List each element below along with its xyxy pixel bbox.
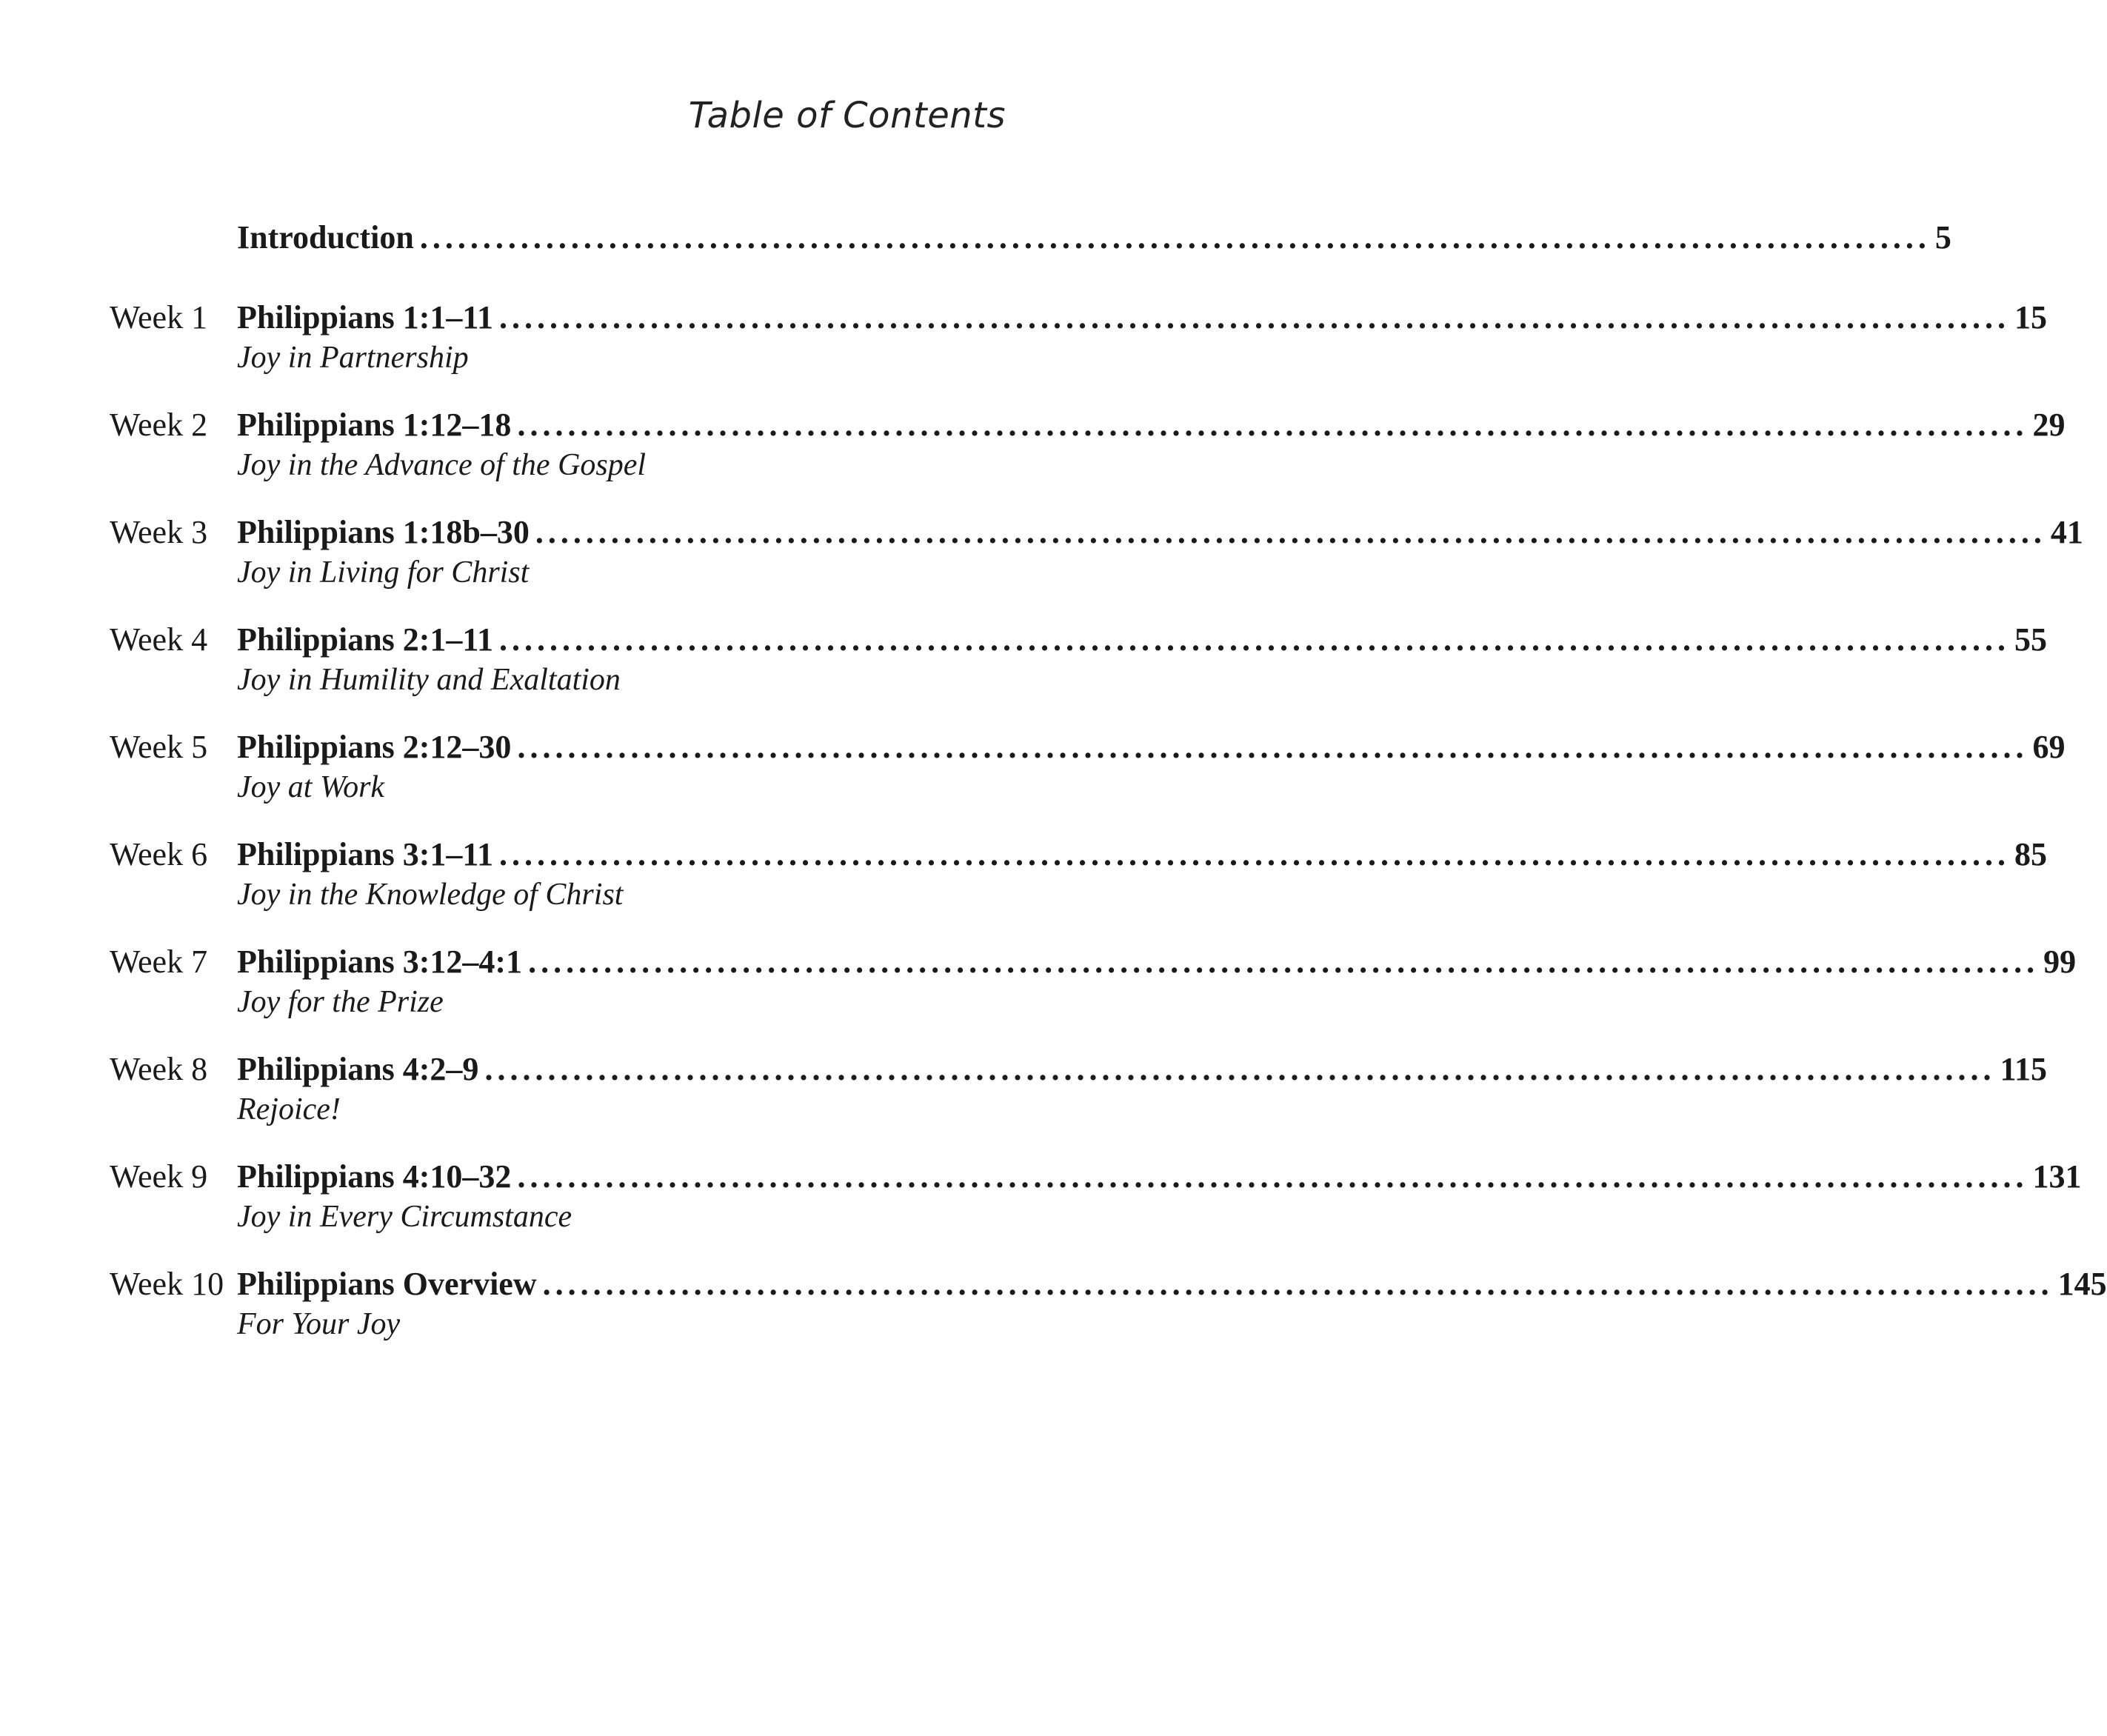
scripture-reference: Philippians 1:1–11: [237, 299, 494, 335]
dot-leader: ........................................................................................................................: [542, 1266, 2054, 1302]
lesson-subtitle: Joy in the Knowledge of Christ: [237, 878, 624, 912]
toc-main-line: [237, 1264, 2107, 1304]
dot-leader: ........................................................................................................................: [419, 219, 1931, 256]
page-number: 29: [2032, 407, 2066, 443]
lesson-subtitle: For Your Joy: [237, 1307, 401, 1341]
toc-main-line: [237, 513, 2083, 552]
dot-leader: ........................................................................................................................: [528, 944, 2040, 980]
toc-main-line: [237, 1049, 2048, 1089]
dot-leader: ........................................................................................................................: [499, 299, 2011, 335]
scripture-reference: Philippians Overview: [237, 1266, 537, 1302]
week-label: Week 1: [110, 299, 208, 335]
page-number: 85: [2014, 836, 2048, 872]
page-number: 145: [2057, 1266, 2107, 1302]
week-label: Week 9: [110, 1158, 208, 1195]
page-number: 99: [2043, 944, 2077, 980]
scripture-reference: Philippians 1:12–18: [237, 407, 512, 443]
scripture-reference: Philippians 2:12–30: [237, 729, 512, 765]
toc-main-line: [237, 835, 2048, 875]
lesson-subtitle: Joy in Partnership: [237, 341, 469, 375]
page-number: 69: [2032, 729, 2066, 765]
lesson-subtitle: Joy in Humility and Exaltation: [237, 663, 621, 697]
dot-leader: ........................................................................................................................: [484, 1051, 1996, 1087]
week-label: Week 8: [110, 1051, 208, 1087]
toc-main-line: [237, 1157, 2082, 1197]
week-label: Week 10: [110, 1266, 224, 1302]
scripture-reference: Philippians 4:2–9: [237, 1051, 479, 1087]
dot-leader: ........................................................................................................................: [517, 407, 2028, 443]
toc-main-line: [237, 218, 1951, 258]
lesson-subtitle: Joy for the Prize: [237, 985, 444, 1019]
dot-leader: ........................................................................................................................: [517, 729, 2028, 765]
toc-main-line: [237, 620, 2048, 660]
page-number: 131: [2032, 1158, 2082, 1195]
week-label: Week 2: [110, 407, 208, 443]
week-label: Week 6: [110, 836, 208, 872]
week-label: Week 7: [110, 944, 208, 980]
page-number: 115: [2000, 1051, 2048, 1087]
dot-leader: ........................................................................................................................: [535, 514, 2046, 550]
week-label: Week 4: [110, 621, 208, 658]
toc-main-line: [237, 405, 2066, 445]
scripture-reference: Philippians 2:1–11: [237, 621, 494, 658]
lesson-subtitle: Joy in Every Circumstance: [237, 1200, 572, 1234]
page-number: 41: [2050, 514, 2083, 550]
dot-leader: ........................................................................................................................: [499, 621, 2011, 658]
page-number: 15: [2014, 299, 2048, 335]
toc-main-line: [237, 942, 2077, 982]
scripture-reference: Philippians 3:1–11: [237, 836, 494, 872]
page-number: 5: [1934, 219, 1951, 256]
page-title: Table of Contents: [688, 95, 1006, 136]
scripture-reference: Philippians 4:10–32: [237, 1158, 512, 1195]
toc-main-line: [237, 298, 2048, 338]
lesson-subtitle: Joy in the Advance of the Gospel: [237, 448, 647, 482]
lesson-subtitle: Rejoice!: [237, 1092, 341, 1126]
dot-leader: ........................................................................................................................: [499, 836, 2011, 872]
scripture-reference: Philippians 1:18b–30: [237, 514, 530, 550]
toc-entry-title: Introduction: [237, 219, 414, 256]
week-label: Week 5: [110, 729, 208, 765]
toc-main-line: [237, 727, 2066, 767]
week-label: Week 3: [110, 514, 208, 550]
dot-leader: ........................................................................................................................: [517, 1158, 2028, 1195]
lesson-subtitle: Joy at Work: [237, 770, 385, 804]
lesson-subtitle: Joy in Living for Christ: [237, 555, 530, 590]
page-number: 55: [2014, 621, 2048, 658]
scripture-reference: Philippians 3:12–4:1: [237, 944, 523, 980]
